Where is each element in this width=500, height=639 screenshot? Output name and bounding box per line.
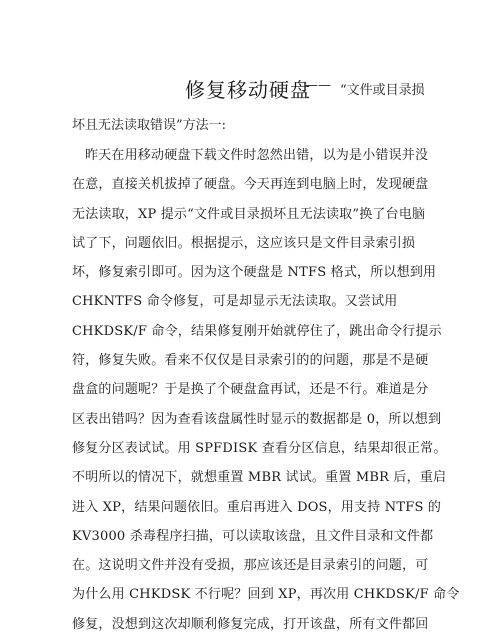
document-page: [72, 70, 460, 639]
body-line: CHKNTFS 命令修复，可是却显示无法读取。又尝试用: [72, 294, 398, 310]
body-line: 区表出错吗？因为查看该盘属性时显示的数据都是 0，所以想到: [72, 411, 442, 427]
title-subtitle-end: 坏且无法读取错误”方法一:: [72, 118, 227, 133]
body-line: 修复，没想到这次却顺利修复完成，打开该盘，所有文件都回: [72, 616, 429, 632]
document-title: [72, 70, 432, 114]
body-paragraph: [72, 141, 460, 639]
body-line: 不明所以的情况下，就想重置 MBR 试试。重置 MBR 后，重启: [72, 470, 447, 486]
body-line: CHKDSK/F 命令，结果修复刚开始就停住了，跳出命令行提示: [72, 323, 442, 339]
body-line: 为什么用 CHKDSK 不行呢？回到 XP，再次用 CHKDSK/F 命令: [72, 587, 460, 603]
body-line: KV3000 杀毒程序扫描，可以读取该盘，且文件目录和文件都: [72, 528, 434, 544]
body-line: 符，修复失败。看来不仅仅是目录索引的的问题，那是不是硬: [72, 353, 429, 369]
title-dash: ——: [305, 78, 331, 93]
body-line: 进入 XP，结果问题依旧。重启再进入 DOS，用支持 NTFS 的: [72, 499, 442, 515]
body-line: 在。这说明文件并没有受损，那应该还是目录索引的问题，可: [72, 558, 429, 574]
title-subtitle-start: “文件或目录损: [340, 83, 425, 98]
body-line: 昨天在用移动硬盘下载文件时忽然出错，以为是小错误并没: [85, 148, 429, 163]
title-main: 修复移动硬盘: [185, 78, 311, 102]
body-line: 修复分区表试试。用 SPFDISK 查看分区信息，结果却很正常。: [72, 440, 447, 456]
body-line: 坏，修复索引即可。因为这个硬盘是 NTFS 格式，所以想到用: [72, 265, 437, 281]
body-line: 试了下，问题依旧。根据提示，这应该只是文件目录索引损: [72, 235, 416, 251]
body-line: 无法读取，XP 提示“文件或目录损坏且无法读取”换了台电脑: [72, 206, 426, 222]
body-line: 盘盒的问题呢？于是换了个硬盘盒再试，还是不行。难道是分: [72, 382, 429, 398]
body-line: 在意，直接关机拔掉了硬盘。今天再连到电脑上时，发现硬盘: [72, 177, 429, 193]
